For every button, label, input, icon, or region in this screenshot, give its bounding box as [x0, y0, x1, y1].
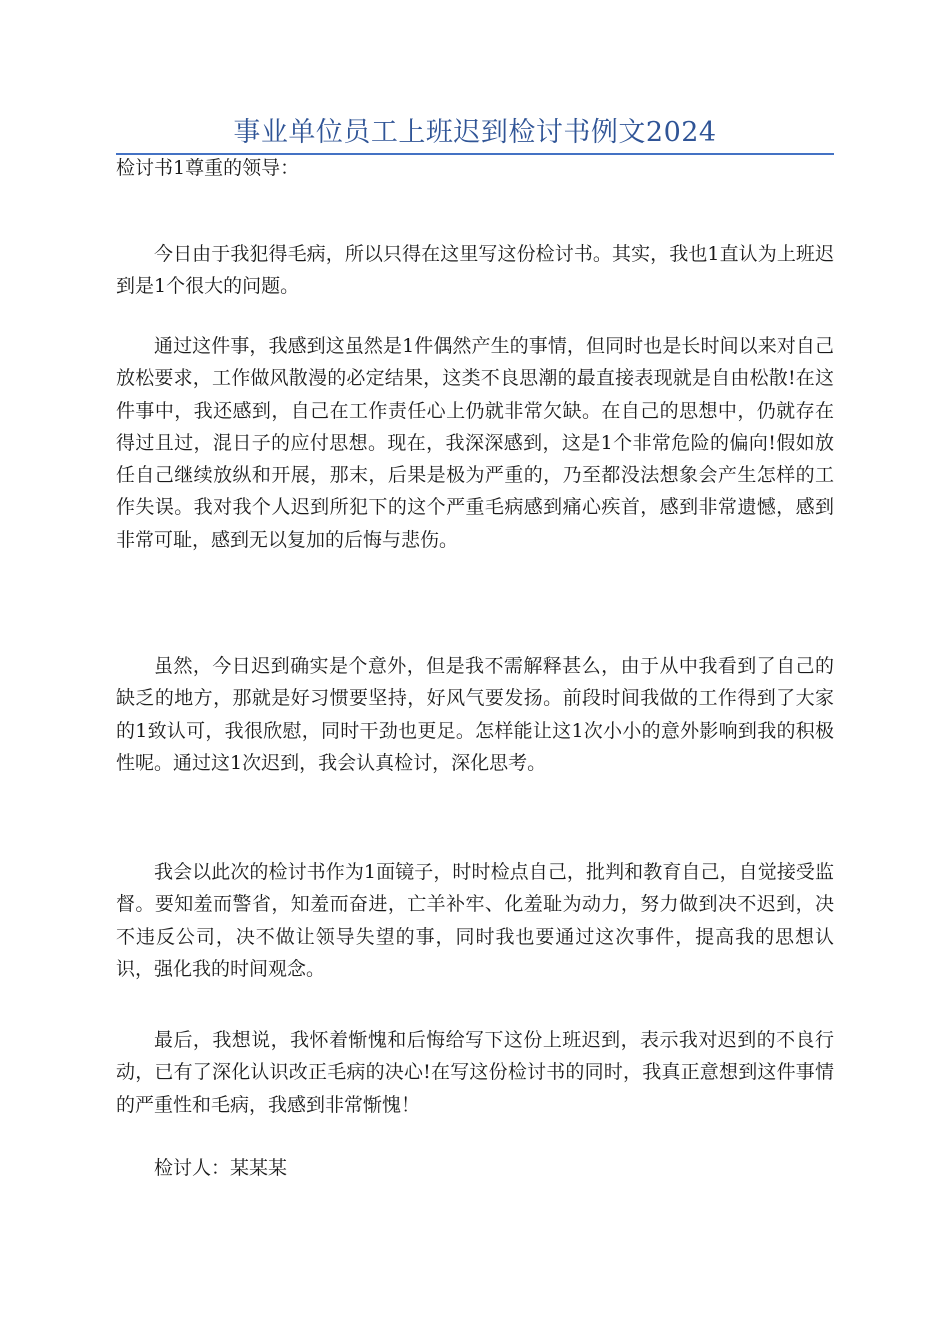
paragraph-2: 通过这件事，我感到这虽然是1件偶然产生的事情，但同时也是长时间以来对自己放松要求，工作做风散漫的必定结果，这类不良思潮的最直接表现就是自由松散!在这件事中，我还感到，自己在工作责任心上仍就非常欠缺。在自己的思想中，仍就存在得过且过，混日子的应付思想。现在，我深深感到，这是1个非常危险的偏向!假如放任自己继续放纵和开展，那末，后果是极为严重的，乃至都没法想象会产生怎样的工作失误。我对我个人迟到所犯下的这个严重毛病感到痛心疾首，感到非常遗憾，感到非常可耻，感到无以复加的后悔与悲伤。 — [116, 335, 834, 551]
greeting-line: 检讨书1尊重的领导： — [116, 157, 300, 179]
document-title: 事业单位员工上班迟到检讨书例文2024 — [233, 117, 717, 148]
paragraph-4: 我会以此次的检讨书作为1面镜子，时时检点自己，批判和教育自己，自觉接受监督。要知羞而警省，知羞而奋进，亡羊补牢、化羞耻为动力，努力做到决不迟到，决不违反公司，决不做让领导失望的事，同时我也要通过这次事件，提高我的思想认识，强化我的时间观念。 — [116, 861, 834, 980]
signer-line: 检讨人：某某某 — [154, 1157, 288, 1179]
paragraph-3: 虽然，今日迟到确实是个意外，但是我不需解释甚么，由于从中我看到了自己的缺乏的地方，那就是好习惯要坚持，好风气要发扬。前段时间我做的工作得到了大家的1致认可，我很欣慰，同时干劲也更足。怎样能让这1次小小的意外影响到我的积极性呢。通过这1次迟到，我会认真检讨，深化思考。 — [116, 655, 834, 774]
paragraph-5: 最后，我想说，我怀着惭愧和后悔给写下这份上班迟到，表示我对迟到的不良行动，已有了深化认识改正毛病的决心!在写这份检讨书的同时，我真正意想到这件事情的严重性和毛病，我感到非常惭愧！ — [116, 1029, 834, 1116]
paragraph-1: 今日由于我犯得毛病，所以只得在这里写这份检讨书。其实，我也1直认为上班迟到是1个很大的问题。 — [116, 243, 834, 298]
